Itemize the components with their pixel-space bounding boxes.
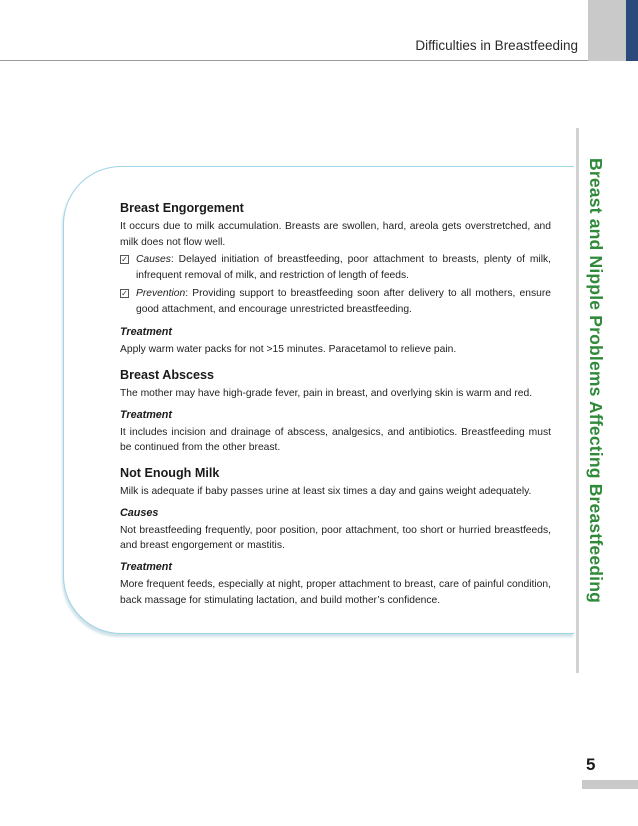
- not-enough-milk-treatment-text: More frequent feeds, especially at night, proper attachment to breast, care of painful condition, back massage for stimulating lactation, and build mother’s confidence.: [120, 579, 551, 606]
- abscess-treatment-heading: Treatment: [120, 408, 173, 421]
- header-rule: [0, 60, 588, 61]
- not-enough-milk-causes-text: Not breastfeeding frequently, poor position, poor attachment, too short or hurried breastfeeds, and breast engorgement or mastitis.: [120, 524, 551, 552]
- footer-grey-bar: [582, 780, 638, 789]
- content-body: [120, 200, 551, 609]
- header-grey-block: [588, 0, 626, 61]
- causes-text: : Delayed initiation of breastfeeding, poor attachment to breasts, plenty of milk, infrequent removal of milk, and restriction of length of feeds.: [136, 254, 551, 282]
- not-enough-milk-intro: Milk is adequate if baby passes urine at least six times a day and gains weight adequately.: [120, 486, 532, 498]
- causes-label: Causes: [136, 254, 171, 266]
- list-item: [120, 252, 551, 283]
- not-enough-milk-treatment-heading: Treatment: [120, 561, 173, 574]
- engorgement-treatment-text: Apply warm water packs for not >15 minutes. Paracetamol to relieve pain.: [120, 344, 457, 356]
- checkbox-icon: [120, 289, 129, 298]
- prevention-label: Prevention: [136, 287, 186, 299]
- not-enough-milk-causes-heading: Causes: [120, 506, 159, 519]
- prevention-text: : Providing support to breastfeeding soon after delivery to all mothers, ensure good attachment, and encourage unrestricted breastfeeding.: [136, 287, 551, 315]
- header-blue-block: [626, 0, 638, 61]
- engorgement-treatment-heading: Treatment: [120, 326, 173, 339]
- running-header-title: Difficulties in Breastfeeding: [415, 38, 578, 53]
- heading-breast-engorgement: Breast Engorgement: [120, 201, 244, 215]
- side-strip: [576, 128, 579, 673]
- page-number: 5: [586, 755, 596, 774]
- list-item: [120, 286, 551, 317]
- heading-breast-abscess: Breast Abscess: [120, 367, 215, 382]
- abscess-treatment-text: It includes incision and drainage of abscess, analgesics, and antibiotics. Breastfeeding must be continued from the other breast.: [120, 426, 551, 454]
- engorgement-bullets: [120, 252, 551, 317]
- chapter-side-title: Breast and Nipple Problems Affecting Breastfeeding: [586, 158, 606, 603]
- abscess-intro: The mother may have high-grade fever, pain in breast, and overlying skin is warm and red.: [120, 387, 533, 399]
- heading-not-enough-milk: Not Enough Milk: [120, 466, 220, 481]
- engorgement-intro: It occurs due to milk accumulation. Breasts are swollen, hard, areola gets overstretched, and milk does not flow well.: [120, 221, 551, 248]
- checkbox-icon: [120, 255, 129, 264]
